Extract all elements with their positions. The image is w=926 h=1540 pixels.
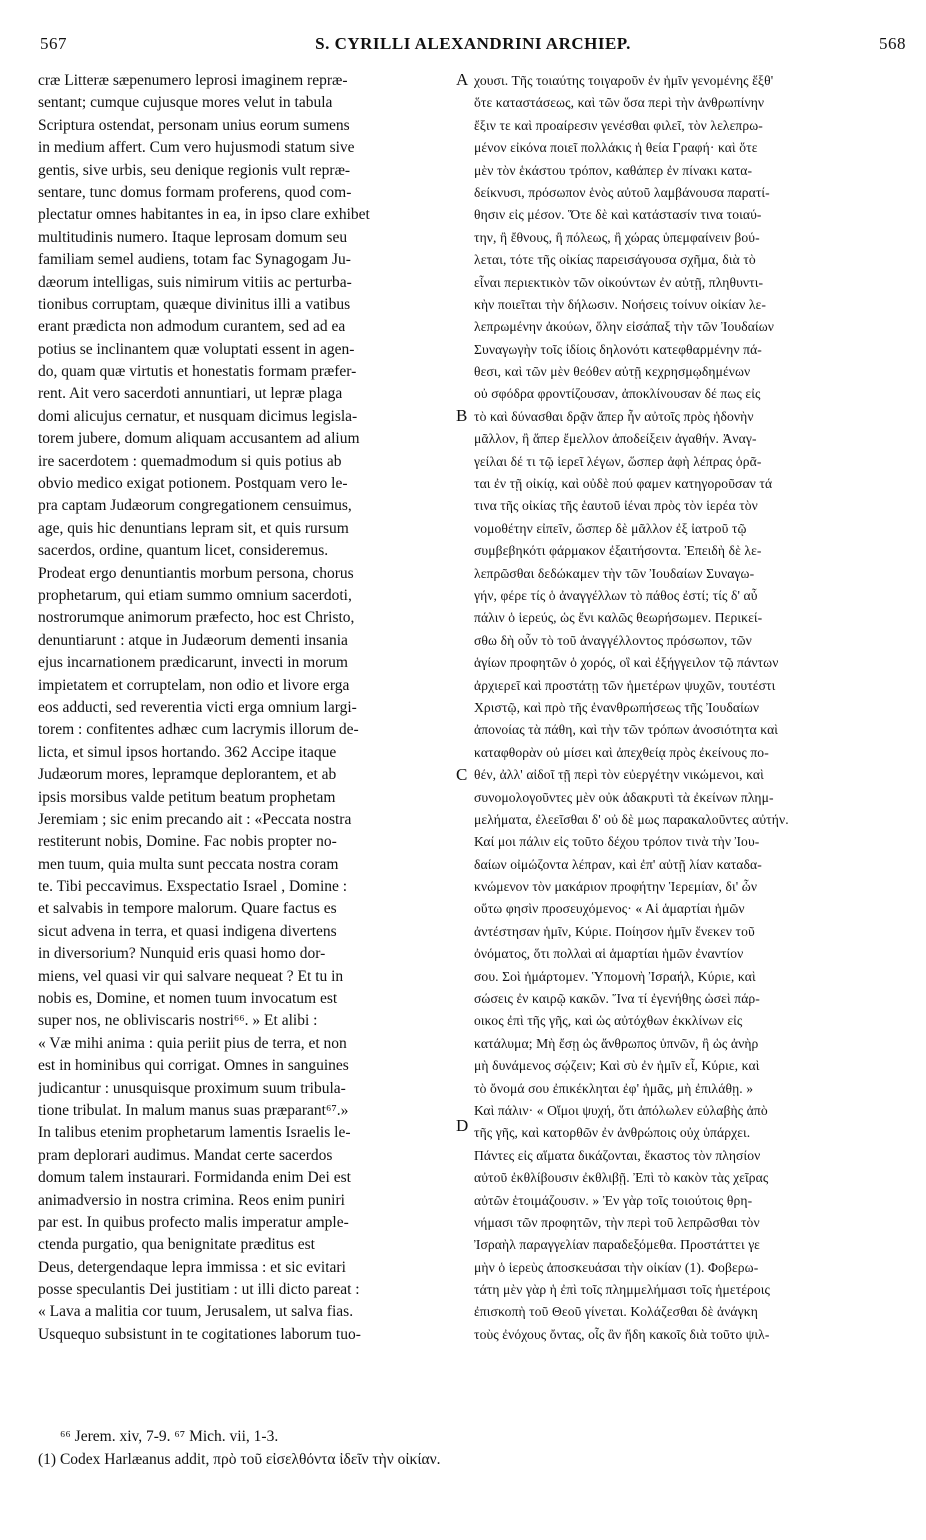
greek-text-line: Ἰσραὴλ παραγγελίαν παραδεξόμεθα. Προστάττει γε — [474, 1237, 760, 1253]
greek-text-line: θησιν εἰς μέσον. Ὅτε δὲ καὶ κατάστασίν τινα τοιαύ- — [474, 207, 762, 223]
greek-text-line: τοὺς ἐνόχους ὄντας, οἷς ἂν ἤδη κακοῖς διὰ τοῦτο ψιλ- — [474, 1326, 770, 1342]
greek-text-line: δείκνυσι, πρόσωπον ἑνὸς αὐτοῦ λαμβάνουσα παρατί- — [474, 184, 770, 200]
latin-text-line: animadversio in nostra crimina. Reos enim puniri — [38, 1191, 345, 1209]
greek-text-line: οὕτω φησὶν προσευχόμενος· « Αἱ ἁμαρτίαι ἡμῶν — [474, 901, 745, 917]
latin-text-line: licta, et simul ipsos hortando. 362 Accipe itaque — [38, 743, 337, 761]
latin-text-line: torem jubere, domum aliquam accusantem ad alium — [38, 430, 360, 448]
footnotes — [38, 1425, 898, 1471]
greek-text-line: μὲν τὸν ἑκάστου τρόπον, καθάπερ ἐν πίνακι κατα- — [474, 162, 753, 178]
greek-text-line: νήμασι τῶν προφητῶν, τὴν περὶ τοῦ λεπρῶσθαι τὸν — [474, 1214, 760, 1230]
greek-text-line: πάλιν ὁ ἱερεύς, ὡς ἔνι καλῶς θεωρήσωμεν. Περικεί- — [474, 610, 763, 626]
greek-text-line: αὐτῶν ἑτοιμάζουσιν. » Ἐν γὰρ τοῖς τοιούτοις θρη- — [474, 1192, 753, 1208]
greek-text-line: μᾶλλον, ἢ ἅπερ ἔμελλον ἀποδείξειν ἀγαθήν. Ἀναγ- — [474, 431, 757, 447]
latin-text-line: sicut advena in terra, et quasi indigena divertens — [38, 922, 337, 940]
greek-text-line: εἶναι περιεκτικὸν τῶν οἰκούντων ἐν αὐτῇ, πληθυντι- — [474, 274, 764, 290]
latin-text-line: age, quis hic denuntians lepram sit, et quis rursum — [38, 519, 349, 537]
greek-text-line: καταφθορὰν οὐ μίσει καὶ ἀπεχθείᾳ πρὸς ἐκείνους πο- — [474, 744, 769, 760]
greek-text-line: οὐ σφόδρα φροντίζουσαν, ἀποκλίνουσαν δέ πως εἰς — [474, 386, 761, 402]
latin-text-line: multitudinis numero. Itaque leprosam domum seu — [38, 228, 348, 246]
greek-text-line: Καὶ πάλιν· « Οἴμοι ψυχή, ὅτι ἀπόλωλεν εὐλαβὴς ἀπὸ — [474, 1102, 768, 1118]
page-number-left: 567 — [40, 34, 67, 53]
latin-text-line: te. Tibi peccavimus. Exspectatio Israel , Domine : — [38, 878, 348, 896]
greek-text-line: ὅτε καταστάσεως, καὶ τῶν ὅσα περὶ τὴν ἀνθρωπίνην — [474, 95, 765, 111]
latin-text-line: pra captam Judæorum congregationem censuimus, — [38, 497, 352, 515]
latin-text-line: sacerdos, ordine, quantum licet, consideremus. — [38, 542, 329, 560]
latin-text-line: in medium affert. Cum vero hujusmodi statum sive — [38, 139, 355, 157]
greek-text-line: μελήματα, ἐλεεῖσθαι δ' οὐ δὲ μως παρακαλοῦντες αὐτήν. — [474, 811, 789, 827]
latin-text-line: denuntiarunt : atque in Judæorum dementi insania — [38, 631, 348, 649]
margin-marker-a: A — [456, 70, 469, 89]
greek-text-line: γήν, φέρε τίς ὁ ἀναγγέλλων τὸ πάθος ἐστί; τίς δ' αὖ — [474, 587, 758, 603]
latin-text-line: torem : confitentes adhæc cum lacrymis illorum de- — [38, 721, 359, 739]
footnote-scripture: ⁶⁶ Jerem. xiv, 7-9. ⁶⁷ Mich. vii, 1-3. — [60, 1428, 279, 1445]
greek-text-line: την, ἢ ἔθνους, ἢ πόλεως, ἢ χώρας ὑπεμφαίνειν βού- — [474, 229, 760, 245]
latin-text-line: plectatur omnes habitantes in ea, in ipso clare exhibet — [38, 206, 370, 224]
greek-text-line: κνώμενον τὸν μακάριον προφήτην Ἱερεμίαν, δι' ὧν — [474, 879, 758, 895]
greek-text-line: λεπρωμένην ἀκούων, ὅλην εἰσάπαξ τὴν τῶν Ἰουδαίων — [474, 319, 775, 335]
greek-text-line: ἔξιν τε καὶ προαίρεσιν γενέσθαι φιλεῖ, τὸν λελεπρω- — [474, 117, 763, 133]
greek-text-line: θέν, ἀλλ' αἰδοῖ τῇ περὶ τὸν εὐεργέτην νικώμενοι, καὶ — [474, 767, 764, 783]
greek-text-line: ἁγίων προφητῶν ὁ χορός, οἳ καὶ ἐξήγγειλον τῷ πάντων — [474, 655, 779, 671]
greek-text-line: τινα τῆς οἰκίας τῆς ἑαυτοῦ ἰέναι πρὸς τὸν ἱερέα τὸν — [474, 498, 758, 514]
greek-text-line: νομοθέτην εἰπεῖν, ὥσπερ δὲ μᾶλλον ἐξ ἰατροῦ τῷ — [474, 520, 747, 536]
latin-text-line: Deus, detergendaque lepra immissa : et sic evitari — [38, 1258, 346, 1276]
latin-text-line: est in hominibus qui corrigat. Omnes in sanguines — [38, 1057, 349, 1075]
latin-text-line: super nos, ne obliviscaris nostri⁶⁶. » Et alibi : — [38, 1012, 318, 1030]
latin-text-line: prophetarum, qui etiam summo omnium sacerdoti, — [38, 586, 352, 604]
latin-text-line: tionibus corruptam, quæque divinitus illi a vatibus — [38, 295, 351, 313]
greek-text-line: ἀπονοίας τὰ πάθη, καὶ τὴν τῶν τρόπων ἀνοσιότητα καὶ — [474, 722, 779, 738]
latin-text-line: men tuum, quia multa sunt peccata nostra coram — [38, 855, 339, 873]
greek-text-line: αὐτοῦ ἐκθλίβουσιν ἐκθλιβῇ. Ἐπὶ τὸ κακὸν τὰς χεῖρας — [474, 1170, 769, 1186]
latin-text-line: Usquequo subsistunt in te cogitationes laborum tuo- — [38, 1325, 361, 1343]
latin-text-line: ire sacerdotem : quemadmodum si quis potius ab — [38, 452, 342, 470]
greek-text-line: τὸ ὄνομά σου ἐπικέκληται ἐφ' ἡμᾶς, μὴ ἐπιλάθῃ. » — [474, 1080, 754, 1096]
greek-text-line: γείλαι δέ τι τῷ ἱερεῖ λέγων, ὥσπερ ἀφὴ λέπρας ὁρᾶ- — [474, 453, 762, 469]
latin-text-line: ipsis morsibus valde petitum beatum prophetam — [38, 788, 336, 806]
greek-text-line: οικος ἐπὶ τῆς γῆς, καὶ ὡς αὐτόχθων ἐκκλίνων εἰς — [474, 1013, 743, 1029]
latin-text-line: pram deplorari audimus. Mandat certe sacerdos — [38, 1146, 333, 1164]
latin-text-line: dæorum intelligas, suis nimirum vitiis ac perturba- — [38, 273, 352, 291]
greek-text-line: λεπρῶσθαι δεδώκαμεν τὴν τῶν Ἰουδαίων Συναγω- — [474, 565, 755, 581]
latin-text-line: Prodeat ergo denuntiantis morbum persona, chorus — [38, 564, 354, 582]
greek-text-line: συμβεβηκότι φάρμακον ἐξαιτήσοντα. Ἐπειδὴ δὲ λε- — [474, 543, 762, 559]
latin-text-line: familiam semel audiens, totam fac Synagogam Ju- — [38, 251, 351, 269]
greek-text-line: τὸ καὶ δύνασθαι δρᾷν ἅπερ ἦν αὐτοῖς πρὸς ἡδονὴν — [474, 408, 754, 424]
greek-text-line: Συναγωγὴν τοῖς ἰδίοις δηλονότι κατεφθαρμένην πά- — [474, 341, 762, 357]
greek-text-line: σου. Σοὶ ἡμάρτομεν. Ὑπομονὴ Ἰσραήλ, Κύριε, καὶ — [474, 968, 756, 984]
latin-text-line: Judæorum mores, lepramque deplorantem, et ab — [38, 766, 337, 784]
latin-text-line: judicantur : unusquisque proximum suum tribula- — [38, 1079, 346, 1097]
latin-text-line: ejus incarnationem prædicarunt, invecti in morum — [38, 654, 348, 672]
greek-text-line: χουσι. Τῆς τοιαύτης τοιγαροῦν ἐν ἡμῖν γενομένης ἕξθ' — [474, 73, 774, 88]
greek-text-line: τάτη μὲν γὰρ ἡ ἐπὶ τοῖς πλημμελήμασι τοῖς ἡμετέροις — [474, 1282, 771, 1298]
latin-text-line: domi alicujus cernatur, et nusquam dicimus legisla- — [38, 407, 358, 425]
greek-text-line: ἀρχιερεῖ καὶ προστάτῃ τῶν ἡμετέρων ψυχῶν, τουτέστι — [474, 677, 776, 693]
greek-text-line: τῆς γῆς, καὶ κατορθῶν ἐν ἀνθρώποις οὐχ ὑπάρχει. — [474, 1125, 751, 1141]
greek-text-line: δαίων οἰμώζοντα λέπραν, καὶ ἐπ' αὐτῇ λίαν καταδα- — [474, 856, 762, 872]
running-title: S. CYRILLI ALEXANDRINI ARCHIEP. — [315, 34, 631, 53]
margin-marker-d: D — [456, 1116, 469, 1135]
latin-text-line: ctenda purgatio, qua benignitate præditus est — [38, 1236, 315, 1254]
latin-text-line: rent. Ait vero sacerdoti annuntiari, ut lepræ plaga — [38, 385, 343, 403]
greek-column — [474, 70, 909, 1346]
margin-marker-b: B — [456, 406, 468, 425]
greek-text-line: μὴ δυνάμενος σῴζειν; Καὶ σὺ ἐν ἡμῖν εἶ, Κύριε, καὶ — [474, 1058, 760, 1074]
latin-text-line: in diversorium? Nunquid eris quasi homo dor- — [38, 945, 326, 963]
greek-text-line: ὀνόματος, ὅτι πολλαὶ αἱ ἁμαρτίαι ἡμῶν ἐναντίον — [474, 946, 744, 962]
greek-text-line: θεσι, καὶ τῶν μὲν θεόθεν αὐτῇ κεχρησμῳδημένων — [474, 364, 751, 380]
latin-text-line: nostrorumque animorum præfecto, hoc est Christo, — [38, 609, 355, 627]
latin-text-line: restiterunt nobis, Domine. Fac nobis propter no- — [38, 833, 337, 851]
latin-text-line: « Lava a malitia cor tuum, Jerusalem, ut salva fias. — [38, 1303, 354, 1321]
latin-text-line: et salvabis in tempore malorum. Quare factus es — [38, 900, 337, 918]
greek-text-line: μὴν ὁ ἱερεὺς ἀποσκευάσαι τὴν οἰκίαν (1). Φοβερω- — [474, 1259, 759, 1275]
greek-text-line: ἀντέστησαν ἡμῖν, Κύριε. Ποίησον ἡμῖν ἕνεκεν τοῦ — [474, 923, 755, 939]
latin-text-line: domum talem instaurari. Formidanda enim Dei est — [38, 1169, 351, 1187]
greek-text-line: σώσεις ἐν καιρῷ κακῶν. Ἵνα τί ἐγενήθης ὡσεὶ πάρ- — [474, 991, 760, 1007]
latin-text-line: gentis, sive urbis, seu denique regionis vult repræ- — [38, 161, 351, 179]
latin-text-line: do, quam quæ virtutis et honestatis formam præfer- — [38, 363, 357, 381]
latin-text-line: sentant; cumque cujusque mores velut in tabula — [38, 94, 333, 112]
greek-text-line: Πάντες εἰς αἵματα δικάζονται, ἕκαστος τὸν πλησίον — [474, 1147, 761, 1163]
latin-column — [38, 70, 456, 1346]
greek-text-line: Καί μοι πάλιν εἰς τοῦτο δέχου τρόπον τινὰ τὴν Ἰου- — [474, 834, 760, 850]
page-number-right: 568 — [879, 34, 906, 53]
greek-text-line: συνομολογοῦντες μὲν οὐκ ἀδακρυτὶ τὰ ἐκείνων πλημ- — [474, 789, 774, 805]
greek-text-line: Χριστῷ, καὶ πρὸ τῆς ἐνανθρωπήσεως τῆς Ἰουδαίων — [474, 699, 760, 715]
latin-text-line: sentare, tunc domus formam proferens, quod com- — [38, 183, 352, 201]
latin-text-line: Scriptura ostendat, personam unius eorum sumens — [38, 116, 350, 134]
footnote-codex: (1) Codex Harlæanus addit, πρὸ τοῦ εἰσελθόντα ἰδεῖν τὴν οἰκίαν. — [38, 1451, 441, 1468]
latin-text-line: In talibus etenim prophetarum lamentis Israelis le- — [38, 1124, 351, 1142]
latin-text-line: erant prædicta non admodum curantem, sed ad ea — [38, 318, 346, 336]
latin-text-line: par est. In quibus profecto malis imperatur ample- — [38, 1213, 349, 1231]
greek-text-line: μένον εἰκόνα ποιεῖ πολλάκις ἡ θεία Γραφή· καὶ ὅτε — [474, 140, 758, 156]
margin-marker-c: C — [456, 765, 468, 784]
greek-text-line: ἐπισκοπὴ τοῦ Θεοῦ γίνεται. Κολάζεσθαι δὲ ἀνάγκη — [474, 1304, 758, 1320]
latin-text-line: impietatem et corruptelam, non odio et livore erga — [38, 676, 350, 694]
latin-text-line: nobis es, Domine, et nomen tuum invocatum est — [38, 990, 338, 1008]
latin-text-line: obvio medico exigat potionem. Postquam vero le- — [38, 475, 348, 493]
greek-text-line: κατάλυμα; Μὴ ἔσῃ ὡς ἄνθρωπος ὑπνῶν, ἢ ὡς ἀνὴρ — [474, 1035, 759, 1051]
latin-text-line: Jeremiam ; sic enim precando ait : «Peccata nostra — [38, 810, 352, 828]
latin-text-line: eos adducti, sed reverentia victi erga omnium largi- — [38, 698, 357, 716]
latin-text-line: miens, vel quasi vir qui salvare nequeat ? Et tu in — [38, 967, 344, 985]
latin-text-line: « Væ mihi anima : quia periit pius de terra, et non — [38, 1034, 347, 1052]
latin-text-line: cræ Litteræ sæpenumero leprosi imaginem repræ- — [38, 72, 348, 89]
latin-text-line: posse speculantis Dei justitiam : ut illi dicto pareat : — [38, 1281, 360, 1299]
greek-text-line: ται ἐν τῇ οἰκίᾳ, καὶ οὐδὲ πού φαμεν κατηγοροῦσαν τά — [474, 476, 773, 492]
latin-text-line: potius se inclinantem quæ voluptati essent in agen- — [38, 340, 355, 358]
greek-text-line: σθω δὴ οὖν τὸ τοῦ ἀναγγέλλοντος πρόσωπον, τῶν — [474, 632, 752, 648]
greek-text-line: λεται, τότε τῆς οἰκίας παρεισάγουσα σχῆμα, διὰ τὸ — [474, 252, 756, 268]
latin-text-line: tione tribulat. In malum manus suas præparant⁶⁷.» — [38, 1101, 349, 1119]
greek-text-line: κὴν ποιεῖται τὴν δήλωσιν. Νοήσεις τοίνυν οἰκίαν λε- — [474, 296, 767, 312]
page-header — [40, 34, 906, 60]
